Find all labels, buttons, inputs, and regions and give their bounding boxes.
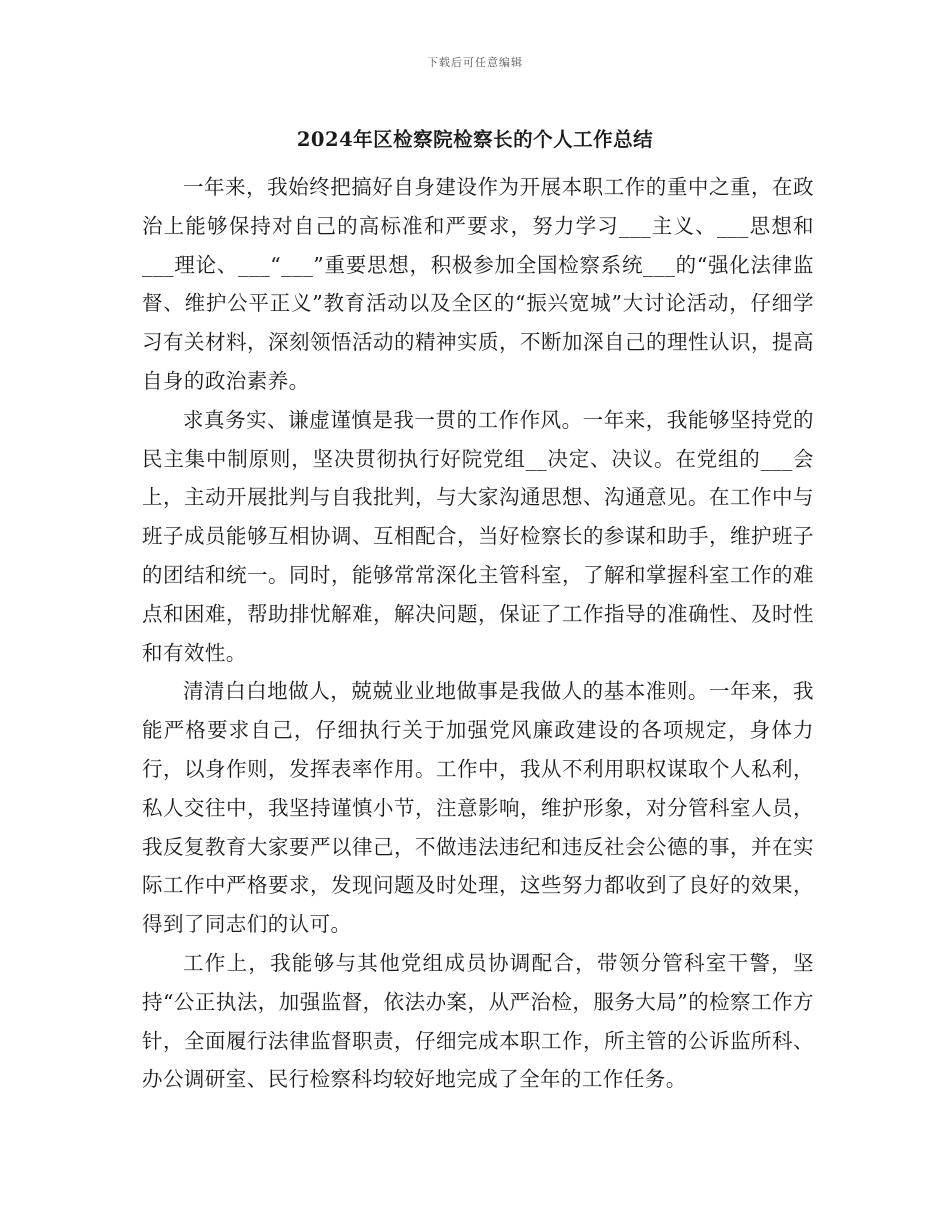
paragraph-4: 工作上，我能够与其他党组成员协调配合，带领分管科室干警，坚持“公正执法，加强监督，依法办案，从严治检，服务大局”的检察工作方针，全面履行法律监督职责，仔细完成本职工作，所主管的公诉监所科、办公调研室、民行检察科均较好地完成了全年的工作任务。: [142, 950, 814, 1092]
header-note: 下载后可任意编辑: [427, 56, 523, 69]
document-body: [142, 168, 814, 1099]
paragraph-1: 一年来，我始终把搞好自身建设作为开展本职工作的重中之重，在政治上能够保持对自己的高标准和严要求，努力学习___主义、___思想和___理论、___“___”重要思想，积极参加全国检察系统___的“强化法律监督、维护公平正义”教育活动以及全区的“振兴宽城”大讨论活动，仔细学习有关材料，深刻领悟活动的精神实质，不断加深自己的理性认识，提高自身的政治素养。: [142, 175, 814, 393]
paragraph-3: 清清白白地做人，兢兢业业地做事是我做人的基本准则。一年来，我能严格要求自己，仔细执行关于加强党风廉政建设的各项规定，身体力行，以身作则，发挥表率作用。工作中，我从不利用职权谋取个人私利，私人交往中，我坚持谨慎小节，注意影响，维护形象，对分管科室人员，我反复教育大家要严以律己，不做违法违纪和违反社会公德的事，并在实际工作中严格要求，发现问题及时处理，这些努力都收到了良好的效果，得到了同志们的认可。: [142, 679, 814, 937]
paragraph-2: 求真务实、谦虚谨慎是我一贯的工作作风。一年来，我能够坚持党的民主集中制原则，坚决贯彻执行好院党组__决定、决议。在党组的___会上，主动开展批判与自我批判，与大家沟通思想、沟通意见。在工作中与班子成员能够互相协调、互相配合，当好检察长的参谋和助手，维护班子的团结和统一。同时，能够常常深化主管科室，了解和掌握科室工作的难点和困难，帮助排忧解难，解决问题，保证了工作指导的准确性、及时性和有效性。: [142, 407, 814, 665]
document-title: 2024年区检察院检察长的个人工作总结: [296, 128, 654, 151]
